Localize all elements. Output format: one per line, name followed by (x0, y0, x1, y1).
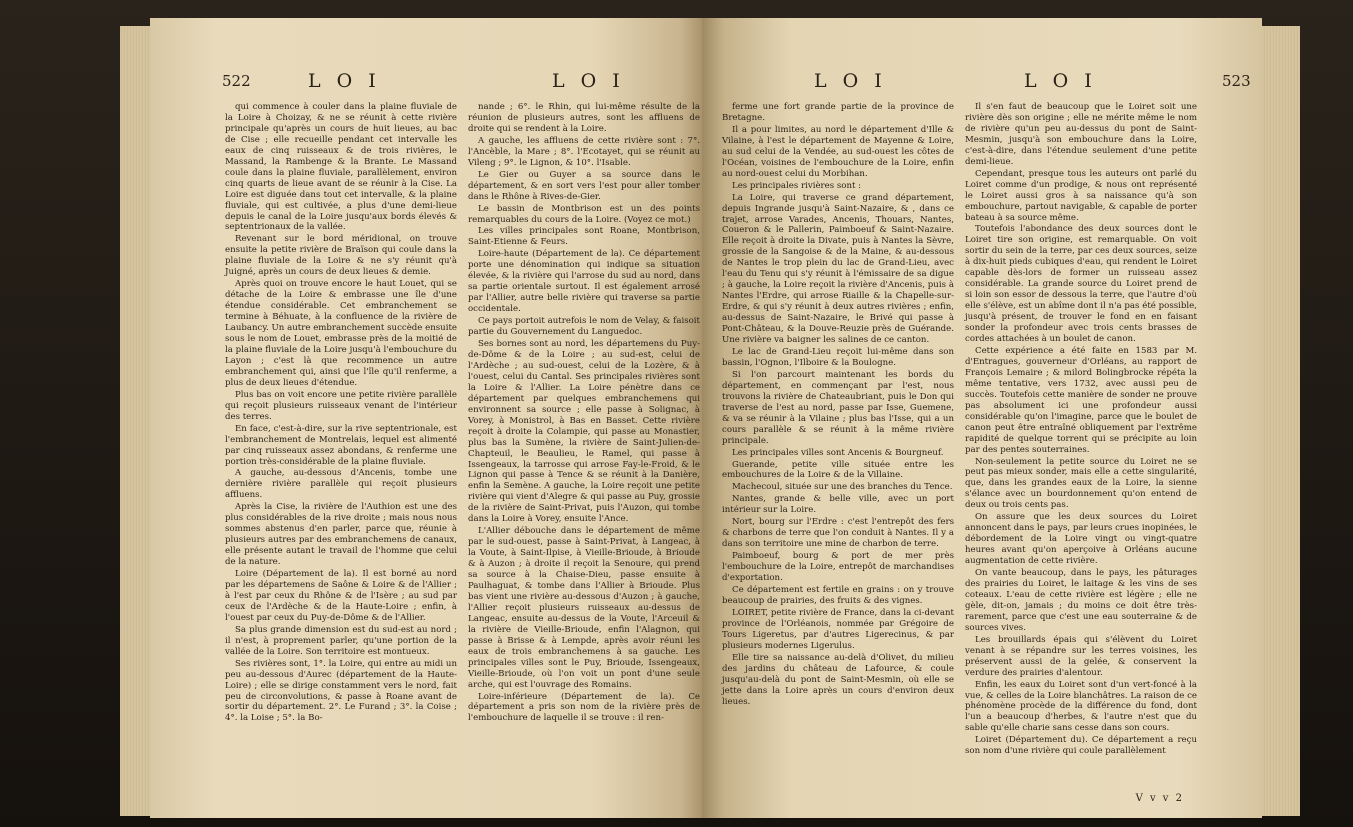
paragraph: L'Allier débouche dans le département de même par le sud-ouest, passe à Saint-Privat, à Langeac, à la Voute, à Saint-Ilpise, à Vieille-Brioude, à Brioude & à Auzon ; à droite il reçoit la Senoure, qui prend sa source à la Chaise-Dieu, passe ensuite à Paulhaguat, & tombe dans l'Allier à Brioude. Plus bas vient une rivière au-dessous d'Auzon ; à gauche, l'Allier reçoit plusieurs ruisseaux au-dessus de Langeac, ensuite au-dessus de la Voute, l'Arceuil & la rivière de Vieille-Brioude, enfin l'Alagnon, qui passe à Brisse & à Lempde, après avoir réuni les eaux de trois embranchemens à sa gauche. Les principales villes sont le Puy, Brioude, Issengeaux, Vieille-Brioude, où l'on voit un pont d'une seule arche, qui est l'ouvrage des Romains. (468, 526, 700, 690)
paragraph: Le bassin de Montbrison est un des points remarquables du cours de la Loire. (Voyez ce mot.) (468, 203, 700, 225)
paragraph: Loire-inférieure (Département de la). Ce département a pris son nom de la rivière près de l'embouchure de laquelle il se trouve : il ren- (468, 691, 700, 724)
left-page (150, 18, 702, 818)
right-page (702, 18, 1262, 818)
paragraph: Enfin, les eaux du Loiret sont d'un vert-foncé à la vue, & celles de la Loire blanchâtres. La raison de ce phénomène procède de la différence du fond, dont l'un a beaucoup d'herbes, & l'autre n'est que du sable qu'elle charie sans cesse dans son cours. (965, 679, 1197, 734)
left-running-head (150, 70, 702, 100)
paragraph: Ce département est fertile en grains : on y trouve beaucoup de prairies, des fruits & des vignes. (722, 584, 954, 606)
left-page-number: 522 (222, 72, 251, 90)
right-column-2 (965, 102, 1197, 758)
paragraph: Nantes, grande & belle ville, avec un port intérieur sur la Loire. (722, 494, 954, 516)
paragraph: Ce pays portoit autrefois le nom de Velay, & faisoit partie du Gouvernement du Languedoc. (468, 316, 700, 338)
paragraph: La Loire, qui traverse ce grand département, depuis Ingrande jusqu'à Saint-Nazaire, & , dans ce trajet, arrose Varades, Ancenis, Thouars, Nantes, Coueron & le Pallerin, Paimboeuf & Saint-Nazaire. Elle reçoit à droite la Divate, puis à Nantes la Sèvre, grossie de la Sangoise & de la Maine, & au-dessous de Nantes le trop plein du lac de Grand-Lieu, avec l'eau du Tenu qui s'y réunit à l'émissaire de sa digue ; à gauche, la Loire reçoit la rivière d'Ancenis, puis à Nantes l'Erdre, qui arrose Riaille & la Chapelle-sur-Erdre, & qui s'y réunit à deux autres rivières ; enfin, au-dessus de Saint-Nazaire, le Brivé qui passe à Pont-Château, & la Douve-Reuzie près de Guérande. Une rivière va baigner les salines de ce canton. (722, 192, 954, 346)
paragraph: Si l'on parcourt maintenant les bords du département, en commençant par l'est, nous trouvons la rivière de Chateaubriant, puis le Don qui traverse de l'est au nord, passe par Isse, Guemene, & va se réunir à la Vilaine ; plus bas l'Isse, qui a un cours parallèle & se réunit à la même rivière principale. (722, 369, 954, 446)
paragraph: Le lac de Grand-Lieu reçoit lui-même dans son bassin, l'Ognon, l'Ilboire & la Boulogne. (722, 346, 954, 368)
paragraph: qui commence à couler dans la plaine fluviale de la Loire à Choizay, & ne se réunit à cette rivière principale qu'après un cours de huit lieues, au bac de Cise ; elle recueille pendant cet intervalle les eaux de cinq ruisseaux & de trois rivières, le Massand, la Rambenge & la Brante. Le Massand coule dans la plaine fluviale, parallèlement, environ cinq quarts de lieue avant de se réunir à la Cise. La Loire est diguée dans tout cet intervalle, & la plaine fluviale, qui est cultivée, a plus d'une demi-lieue depuis le canal de la Loire jusqu'aux bords élevés & septentrionaux de la vallée. (225, 102, 457, 233)
paragraph: A gauche, au-dessous d'Ancenis, tombe une dernière rivière parallèle qui reçoit plusieurs affluens. (225, 468, 457, 501)
paragraph: Il s'en faut de beaucoup que le Loiret soit une rivière dès son origine ; elle ne mérite même le nom de rivière qu'un peu au-dessus du pont de Saint-Mesmin, jusqu'à son embouchure dans la Loire, c'est-à-dire, dans l'étendue seulement d'une petite demi-lieue. (965, 102, 1197, 167)
paragraph: Loiret (Département du). Ce département a reçu son nom d'une rivière qui coule parallèlement (965, 735, 1197, 757)
right-head-col1: L O I (814, 70, 887, 92)
paragraph: Après la Cise, la rivière de l'Authion est une des plus considérables de la rive droite ; mais nous nous sommes abstenus d'en parler, parce que, réunie à plusieurs autres par des embranchemens de canaux, elle présente autant le travail de l'homme que celui de la nature. (225, 502, 457, 568)
paragraph: Toutefois l'abondance des deux sources dont le Loiret tire son origine, est remarquable. On voit sortir du sein de la terre, par ces deux sources, seize à dix-huit pieds cubiques d'eau, qui rendent le Loiret capable dès-lors de former un ruisseau assez considérable. La grande source du Loiret prend de si loin son essor de dessous la terre, que l'autre d'où elle s'élève, est un abîme dont il n'a pas été possible, jusqu'à présent, de trouver le fond en en faisant sonder la profondeur avec trois cents brasses de cordes attachées à un boulet de canon. (965, 224, 1197, 345)
left-column-2 (468, 102, 700, 725)
left-head-col1: L O I (308, 70, 381, 92)
paragraph: Plus bas on voit encore une petite rivière parallèle qui reçoit plusieurs ruisseaux venant de l'intérieur des terres. (225, 389, 457, 422)
paragraph: Non-seulement la petite source du Loiret ne se peut pas mieux sonder, mais elle a cette singularité, que, dans les grandes eaux de la Loire, la sienne s'élance avec un bourdonnement qu'on entend de deux ou trois cents pas. (965, 456, 1197, 511)
paragraph: Revenant sur le bord méridional, on trouve ensuite la petite rivière de Braïson qui coule dans la plaine fluviale de la Loire & ne s'y réunit qu'à Juigné, après un cours de deux lieues & demie. (225, 234, 457, 278)
paragraph: Loire-haute (Département de la). Ce département porte une dénomination qui indique sa situation élevée, & la rivière qui l'arrose du sud au nord, dans sa partie orientale surtout. Il est également arrosé par l'Allier, autre belle rivière qui traverse sa partie occidentale. (468, 249, 700, 315)
paragraph: Le Gier ou Guyer a sa source dans le département, & en sort vers l'est pour aller tomber dans le Rhône à Rives-de-Gier. (468, 169, 700, 202)
paragraph: Après quoi on trouve encore le haut Louet, qui se détache de la Loire & embrasse une île d'une étendue considérable. Cet embranchement se termine à Béhuate, à la confluence de la rivière de Laubancy. Un autre embranchement succède ensuite sous le nom de Louet, embrasse près de la moitié de la plaine fluviale de la Loire jusqu'à l'embouchure du Layon ; c'est là que recommence un autre embranchement qui, ainsi que l'île qu'il renferme, a plus de deux lieues d'étendue. (225, 279, 457, 388)
paragraph: Les principales rivières sont : (732, 180, 862, 191)
paragraph: Il a pour limites, au nord le département d'Ille & Vilaine, à l'est le département de Mayenne & Loire, au sud celui de la Vendée, au sud-ouest les côtes de l'Océan, voisines de l'embouchure de la Loire, enfin au nord-ouest celui du Morbihan. (722, 124, 954, 179)
signature-mark: V v v 2 (1135, 793, 1184, 804)
paragraph: On assure que les deux sources du Loiret annoncent dans le pays, par leurs crues inopinées, le débordement de la Loire vingt ou vingt-quatre heures avant qu'on aperçoive à Orléans aucune augmentation de cette rivière. (965, 512, 1197, 567)
left-head-col2: L O I (552, 70, 625, 92)
paragraph: Ses bornes sont au nord, les départemens du Puy-de-Dôme & de la Loire ; au sud-est, celui de l'Ardèche ; au sud-ouest, celui de la Lozère, & à l'ouest, celui du Cantal. Ses principales rivières sont la Loire & l'Allier. La Loire pénètre dans ce département par quelques embranchemens qui environnent sa source ; elle passe à Solignac, à Vorey, à Monistrol, à Bas en Basset. Cette rivière reçoit à droite la Colampie, qui passe au Monastier, plus bas la Sumène, la rivière de Saint-Julien-de-Chapteuil, le Beaulieu, le Ramel, qui passe à Issengeaux, la tarrosse qui arrose Fay-le-Froid, & le Lignon qui passe à Tence & se réunit à la Danière, enfin la Semène. A gauche, la Loire reçoit une petite rivière qui vient d'Alegre & qui passe au Puy, grossie de la rivière de Saint-Privat, puis l'Auzon, qui tombe dans la Loire à Vorey, ensuite l'Ance. (468, 339, 700, 525)
paragraph: Paimboeuf, bourg & port de mer près l'embouchure de la Loire, entrepôt de marchandises d'exportation. (722, 551, 954, 584)
paragraph: Cette expérience a été faite en 1583 par M. d'Entragues, gouverneur d'Orléans, au rapport de François Lemaire ; & milord Bolingbrocke répéta la même tentative, vers 1732, avec aussi peu de succès. Toutefois cette manière de sonder ne prouve pas absolument ici une profondeur aussi considérable qu'on l'imagine, parce que le boulet de canon peut être entraîné obliquement par l'extrême rapidité de quelque torrent qui se précipite au loin par des pentes souterraines. (965, 345, 1197, 455)
paragraph: Les principales villes sont Ancenis & Bourgneuf. (732, 447, 944, 458)
paragraph: Guerande, petite ville située entre les embouchures de la Loire & de la Villaine. (722, 459, 954, 481)
paragraph: Loire (Département de la). Il est borné au nord par les départemens de Saône & Loire & de l'Allier ; à l'est par ceux du Rhône & de l'Isère ; au sud par ceux de l'Ardèche & de la Haute-Loire ; enfin, à l'ouest par ceux du Puy-de-Dôme & de l'Allier. (225, 569, 457, 623)
right-page-stack (1260, 26, 1300, 816)
right-head-col2: L O I (1024, 70, 1097, 92)
left-page-stack (120, 26, 152, 816)
paragraph: En face, c'est-à-dire, sur la rive septentrionale, est l'embranchement de Montrelais, lequel est alimenté par cinq ruisseaux assez abondans, & renferme une portion très-considérable de la plaine fluviale. (225, 423, 457, 467)
paragraph: Les brouillards épais qui s'élèvent du Loiret venant à se répandre sur les terres voisines, les préservent aussi de la gelée, & conservent la verdure des prairies d'alentour. (965, 634, 1197, 678)
paragraph: LOIRET, petite rivière de France, dans la ci-devant province de l'Orléanois, nommée par Grégoire de Tours Ligeretus, par d'autres Ligerecinus, & par plusieurs modernes Ligerulus. (722, 607, 954, 651)
paragraph: Machecoul, située sur une des branches du Tence. (732, 482, 953, 493)
paragraph: Les villes principales sont Roane, Montbrison, Saint-Etienne & Feurs. (468, 226, 700, 248)
paragraph: Nort, bourg sur l'Erdre : c'est l'entrepôt des fers & charbons de terre que l'on conduit à Nantes. Il y a dans son territoire une mine de charbon de terre. (722, 517, 954, 550)
right-column-1 (722, 102, 954, 708)
right-running-head (702, 70, 1262, 100)
paragraph: Ses rivières sont, 1°. la Loire, qui entre au midi un peu au-dessous d'Aurec (département de la Haute-Loire) ; elle se dirige constamment vers le nord, fait peu de circonvolutions, & passe à Roane avant de sortir du département. 2°. Le Furand ; 3°. la Coise ; 4°. la Loise ; 5°. la Bo- (225, 658, 457, 724)
paragraph: Sa plus grande dimension est du sud-est au nord ; il n'est, à proprement parler, qu'une portion de la vallée de la Loire. Son territoire est montueux. (225, 624, 457, 657)
paragraph: On vante beaucoup, dans le pays, les pâturages des prairies du Loiret, le laitage & les vins de ses coteaux. L'eau de cette rivière est légère ; elle ne gèle, dit-on, jamais ; du moins ce doit être très-rarement, parce que c'est une eau souterraine & de sources vives. (965, 568, 1197, 633)
paragraph: ferme une fort grande partie de la province de Bretagne. (722, 102, 954, 123)
left-column-1 (225, 102, 457, 725)
paragraph: Cependant, presque tous les auteurs ont parlé du Loiret comme d'un prodige, & nous ont représenté le Loiret aussi gros à sa naissance qu'à son embouchure, partout navigable, & capable de porter bateau à sa source même. (965, 168, 1197, 223)
paragraph: A gauche, les affluens de cette rivière sont : 7°. l'Ancèble, la Mare ; 8°. l'Ecotayet, qui se réunit au Vileng ; 9°. le Lignon, & 10°. l'Isable. (468, 135, 700, 168)
paragraph: Elle tire sa naissance au-delà d'Olivet, du milieu des jardins du château de Lafource, & coule jusqu'au-delà du pont de Saint-Mesmin, où elle se jette dans la Loire après un cours d'environ deux lieues. (722, 652, 954, 707)
right-page-number: 523 (1222, 72, 1251, 90)
paragraph: nande ; 6°. le Rhin, qui lui-même résulte de la réunion de plusieurs autres, sont les affluens de droite qui se rendent à la Loire. (468, 102, 700, 134)
